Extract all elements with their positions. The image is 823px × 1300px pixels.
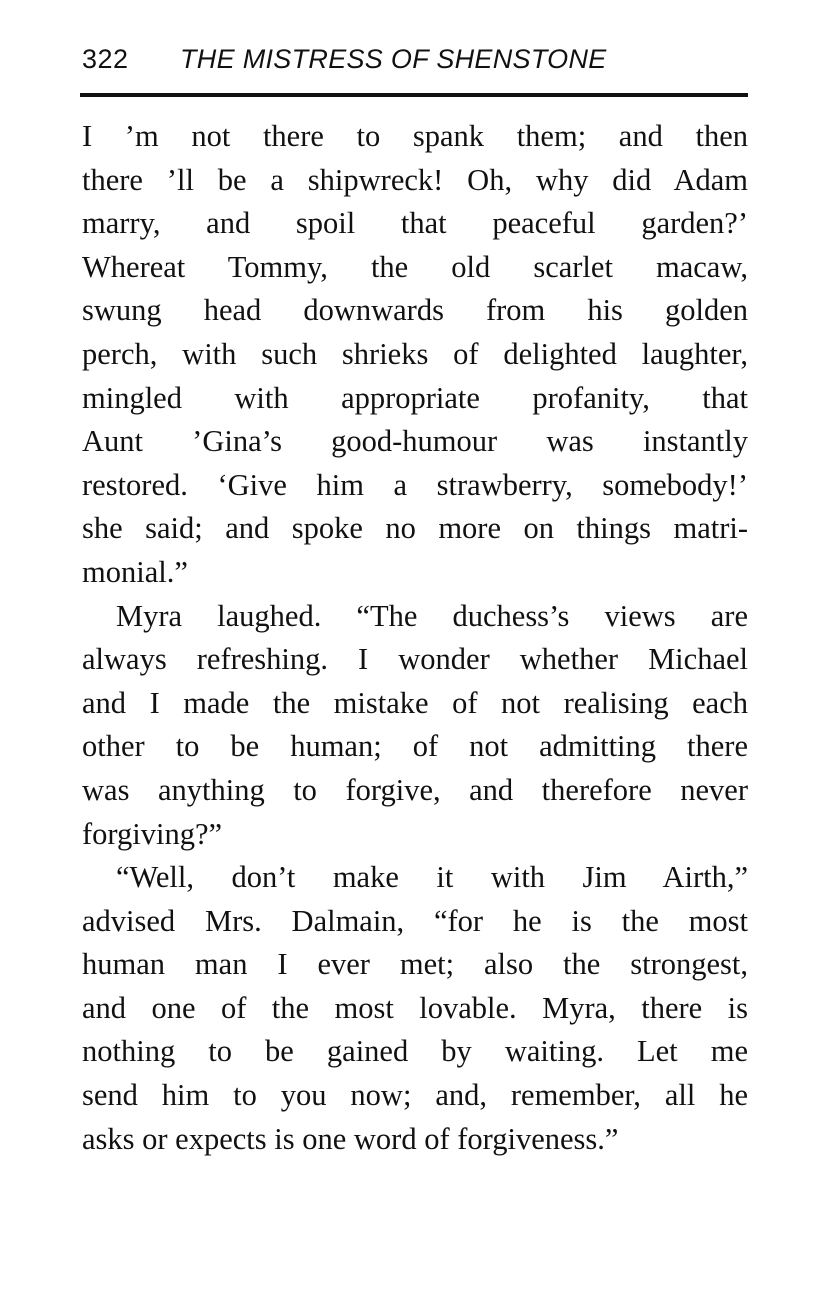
text-line: other to be human; of not admitting there <box>82 729 748 764</box>
text-line: she said; and spoke no more on things matri- <box>82 511 748 546</box>
text-line: there ’ll be a shipwreck! Oh, why did Adam <box>82 162 748 197</box>
header-rule <box>80 93 748 97</box>
text-line: send him to you now; and, remember, all he <box>82 1078 748 1113</box>
text-line: always refreshing. I wonder whether Michael <box>82 642 748 677</box>
text-line: and one of the most lovable. Myra, there is <box>82 990 748 1025</box>
running-title: THE MISTRESS OF SHENSTONE <box>180 44 607 74</box>
text-line: forgiving?” <box>82 816 223 851</box>
text-line: swung head downwards from his golden <box>82 293 748 328</box>
text-line: advised Mrs. Dalmain, “for he is the most <box>82 903 748 938</box>
text-line: marry, and spoil that peaceful garden?’ <box>82 206 748 241</box>
text-line: mingled with appropriate profanity, that <box>82 380 748 415</box>
text-line: human man I ever met; also the strongest, <box>82 947 748 982</box>
text-line: “Well, don’t make it with Jim Airth,” <box>116 860 748 895</box>
page-number: 322 <box>82 44 129 74</box>
body-text <box>82 115 748 1161</box>
text-line: perch, with such shrieks of delighted laughter, <box>82 336 748 371</box>
text-line: monial.” <box>82 554 188 589</box>
text-line: asks or expects is one word of forgiveness.” <box>82 1121 619 1156</box>
text-line: nothing to be gained by waiting. Let me <box>82 1034 748 1069</box>
text-line: and I made the mistake of not realising each <box>82 685 748 720</box>
text-line: restored. ‘Give him a strawberry, somebody!’ <box>82 467 748 502</box>
text-line: Aunt ’Gina’s good-humour was instantly <box>82 424 748 459</box>
text-line: Whereat Tommy, the old scarlet macaw, <box>82 249 748 284</box>
text-line: I ’m not there to spank them; and then <box>82 119 748 153</box>
text-line: was anything to forgive, and therefore never <box>82 772 748 807</box>
text-line: Myra laughed. “The duchess’s views are <box>116 598 748 633</box>
page-header <box>82 44 750 84</box>
